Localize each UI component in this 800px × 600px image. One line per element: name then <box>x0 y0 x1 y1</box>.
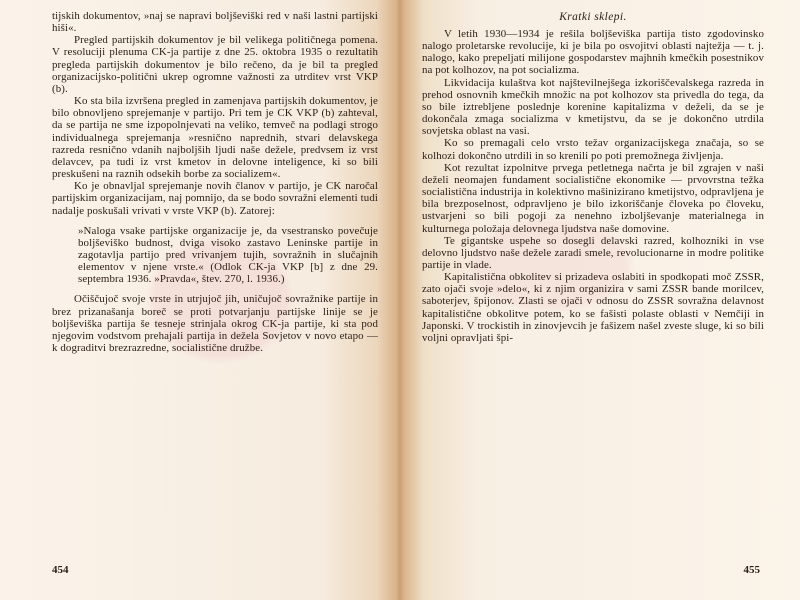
paragraph: Te gigantske uspehe so dosegli delavski razred, kolhozniki in vse delovno ljudstvo naše dežele zaradi smele, revolucionarne in modre politike partije in vlade. <box>422 234 764 271</box>
right-page <box>400 0 800 600</box>
left-page-text <box>52 10 378 354</box>
block-quote: »Naloga vsake partijske organizacije je, da vsestransko povečuje boljševiško budnost, dviga visoko zastavo Leninske partije in zagotavlja partijo pred vrivanjem tujih, sovražnih in slučajnih elementov v njene vrste.« (Odlok CK-ja VKP [b] z dne 29. septembra 1936. »Pravda«, štev. 270, l. 1936.) <box>78 224 378 286</box>
paragraph: Kot rezultat izpolnitve prvega petletnega načrta je bil zgrajen v naši deželi neomajen fundament socialistične ekonomike — prvovrstna težka socialistična industrija in kolektivno mašinizirano kmetijstvo, odpravljena je bila brezposelnost, odpravljeno je bilo izkoriščanje človeka po človeku, ustvarjeni so bili pogoji za nenehno izboljševanje materialnega in kulturnega položaja delovnega ljudstva naše domovine. <box>422 161 764 235</box>
right-page-text <box>422 28 764 344</box>
paragraph: Očiščujoč svoje vrste in utrjujoč jih, uničujoč sovražnike partije in brez prizanašanja boreč se proti potvarjanju partijske linije se je boljševiška partija še tesneje strinjala okrog CK-ja partije, ki sta pod njegovim vodstvom prehajali partija in dežela Sovjetov v novo etapo — k dograditvi brezrazredne, socialistične družbe. <box>52 293 378 355</box>
paragraph: Pregled partijskih dokumentov je bil velikega političnega pomena. V resoluciji plenuma CK-ja partije z dne 25. oktobra 1935 o rezultatih pregleda partijskih dokumentov je bilo rečeno, da je bil ta pregled organizacijsko-političnì ukrep ogromne važnosti za utrditev vrst VKP (b). <box>52 34 378 95</box>
paragraph: Ko so premagali celo vrsto težav organizacijskega značaja, so se kolhozi dokončno utrdili in so krenili po poti premožnega življenja. <box>422 137 764 162</box>
paragraph: tijskih dokumentov, »naj se napravi boljševiški red v naši lastni partijski hiši«. <box>52 10 378 35</box>
paragraph: Likvidacija kulaštva kot najštevilnejšega izkoriščevalskega razreda in prehod osnovnih kmečkih množic na pot kolhozov sta privedla do tega, da so bile iztrebljene poslednje korenine kapitalizma v deželi, da se je dokončala zmaga socializma v kmetijstvu, da se je dokončno utrdila sovjetska oblast na vasi. <box>422 76 764 138</box>
section-title: Kratki sklepi. <box>559 11 627 23</box>
paragraph: Ko je obnavljal sprejemanje novih članov v partijo, je CK naročal partijskim organizacijam, naj pomnijo, da se bodo sovražni elementi tudi nadalje poskušali vrivati v vrste VKP (b). Zatorej: <box>52 180 378 217</box>
page-number-right: 455 <box>743 564 760 576</box>
paragraph: Ko sta bila izvršena pregled in zamenjava partijskih dokumentov, je bilo obnovljeno sprejemanje v partijo. Pri tem je CK VKP (b) zahteval, da se partija ne sme izpopolnjevati na veliko, temveč na podlagi strogo individualnega sprejemanja »resnično naprednih, stvari delavskega razreda resnično vdanih najboljših ljudi naše dežele, predvsem iz vrst delavcev, pa tudi iz vrst kmetov in delovne inteligence, ki so bili preskušeni na raznih odsekih borbe za socializem«. <box>52 95 378 181</box>
paragraph: Kapitalistična obkolitev si prizadeva oslabiti in spodkopati moč ZSSR, zato ojači svoje »delo«, ki z njim organizira v sami ZSSR bande morilcev, saboterjev, špijonov. Zlasti se ojači v odnosu do ZSSR sovražna delavnost kapitalistične obkolitve potem, ko se fašisti polaste oblasti v Nemčiji in Japonski. V trockistih in zinovjevcih je fašizem našel zveste sluge, ki so bili voljni opravljati špi- <box>422 271 764 344</box>
paragraph: V letih 1930—1934 je rešila boljševiška partija tisto zgodovinsko nalogo proletarske revolucije, ki je bila po osvojitvi oblasti najtežja — t. j. nalogo, kako prepeljati milijone gospodarstev majhnih kmečkih posestnikov na pot kolhozov, na pot socializma. <box>422 28 764 77</box>
page-number-left: 454 <box>52 564 69 576</box>
